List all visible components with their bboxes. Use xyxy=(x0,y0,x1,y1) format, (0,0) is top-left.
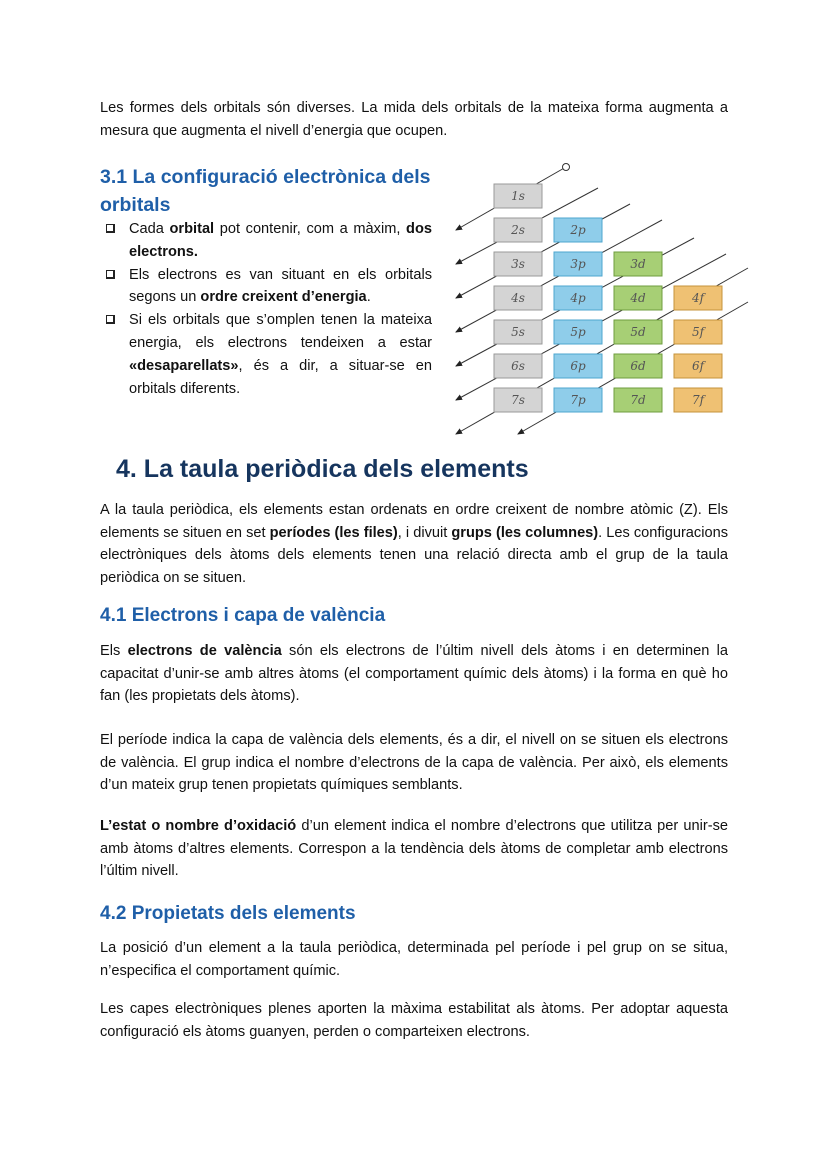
orbital-label: 7f xyxy=(691,393,705,407)
orbital-label: 7d xyxy=(630,393,646,407)
orbital-label: 3d xyxy=(630,257,646,271)
valence-paragraph-2: El període indica la capa de valència dels elements, és a dir, el nivell on se situen els electrons de valència. El grup indica el nombre d’electrons de la capa de valència. Per això, els elements d’un mateix grup tenen propietats químiques semblants. xyxy=(100,732,728,794)
orbital-label: 5d xyxy=(630,325,646,339)
intro-paragraph: Les formes dels orbitals són diverses. La mida dels orbitals de la mateixa forma augmenta a mesura que augmenta el nivell d’energia que ocupen. xyxy=(100,100,728,139)
orbital-label: 5f xyxy=(691,325,705,339)
checkbox-bullet-icon xyxy=(106,315,115,324)
start-marker-icon xyxy=(563,164,570,171)
orbital-label: 4s xyxy=(511,291,525,305)
section-4-1-heading: 4.1 Electrons i capa de valència xyxy=(100,605,386,626)
orbital-label: 2p xyxy=(570,223,586,237)
filling-order-arrow xyxy=(456,204,630,298)
section-4-2-heading: 4.2 Propietats dels elements xyxy=(100,903,356,924)
orbital-label: 2s xyxy=(511,223,525,237)
list-item: Els electrons es van situant en els orbitals segons un ordre creixent d’energia. xyxy=(100,264,432,310)
list-item: Cada orbital pot contenir, com a màxim, dos electrons. xyxy=(100,218,432,264)
orbital-label: 6f xyxy=(691,359,705,373)
aufbau-diagram xyxy=(448,160,758,445)
properties-paragraph-1: La posició d’un element a la taula periòdica, determinada pel període i pel grup on se situa, n’especifica el comportament químic. xyxy=(100,940,728,979)
orbital-label: 3s xyxy=(511,257,525,271)
properties-paragraph-2: Les capes electròniques plenes aporten la màxima estabilitat als àtoms. Per adoptar aquesta configuració els àtoms guanyen, perden o comparteixen electrons. xyxy=(100,1001,728,1040)
valence-paragraph-1: Els electrons de valència són els electrons de l’últim nivell dels àtoms i en determinen la capacitat d’unir-se amb altres àtoms (el comportament químic dels àtoms) i la forma en què ho fan (les propietats dels àtoms). xyxy=(100,643,729,705)
section-3-1-heading: 3.1 La configuració electrònica dels orbitals xyxy=(100,166,431,216)
section-4-heading: 4. La taula periòdica dels elements xyxy=(116,455,529,483)
orbital-label: 4d xyxy=(630,291,646,305)
orbital-label: 5p xyxy=(570,325,586,339)
orbital-label: 6p xyxy=(570,359,586,373)
orbital-label: 4p xyxy=(570,291,586,305)
checkbox-bullet-icon xyxy=(106,270,115,279)
orbital-rules-list xyxy=(100,218,432,400)
orbital-label: 4f xyxy=(691,291,705,305)
checkbox-bullet-icon xyxy=(106,224,115,233)
orbital-label: 5s xyxy=(511,325,525,339)
list-item: Si els orbitals que s’omplen tenen la mateixa energia, els electrons tendeixen a estar «desaparellats», és a dir, a situar-se en orbitals diferents. xyxy=(100,309,432,400)
orbital-label: 7s xyxy=(511,393,525,407)
orbital-label: 3p xyxy=(570,257,586,271)
orbital-label: 6s xyxy=(511,359,525,373)
orbital-label: 7p xyxy=(570,393,586,407)
orbital-label: 1s xyxy=(511,189,525,203)
valence-paragraph-3: L’estat o nombre d’oxidació d’un element indica el nombre d’electrons que utilitza per unir-se amb àtoms d’altres elements. Correspon a la tendència dels àtoms de completar amb electrons l’últim nivell. xyxy=(100,818,728,880)
orbital-label: 6d xyxy=(630,359,646,373)
section-4-paragraph: A la taula periòdica, els elements estan ordenats en ordre creixent de nombre atòmic (Z). Els elements se situen en set períodes (les files), i divuit grups (les columnes). Les configuracions electròniques dels àtoms dels elements tenen una relació directa amb el grup de la taula periòdica on se situen. xyxy=(100,502,728,586)
